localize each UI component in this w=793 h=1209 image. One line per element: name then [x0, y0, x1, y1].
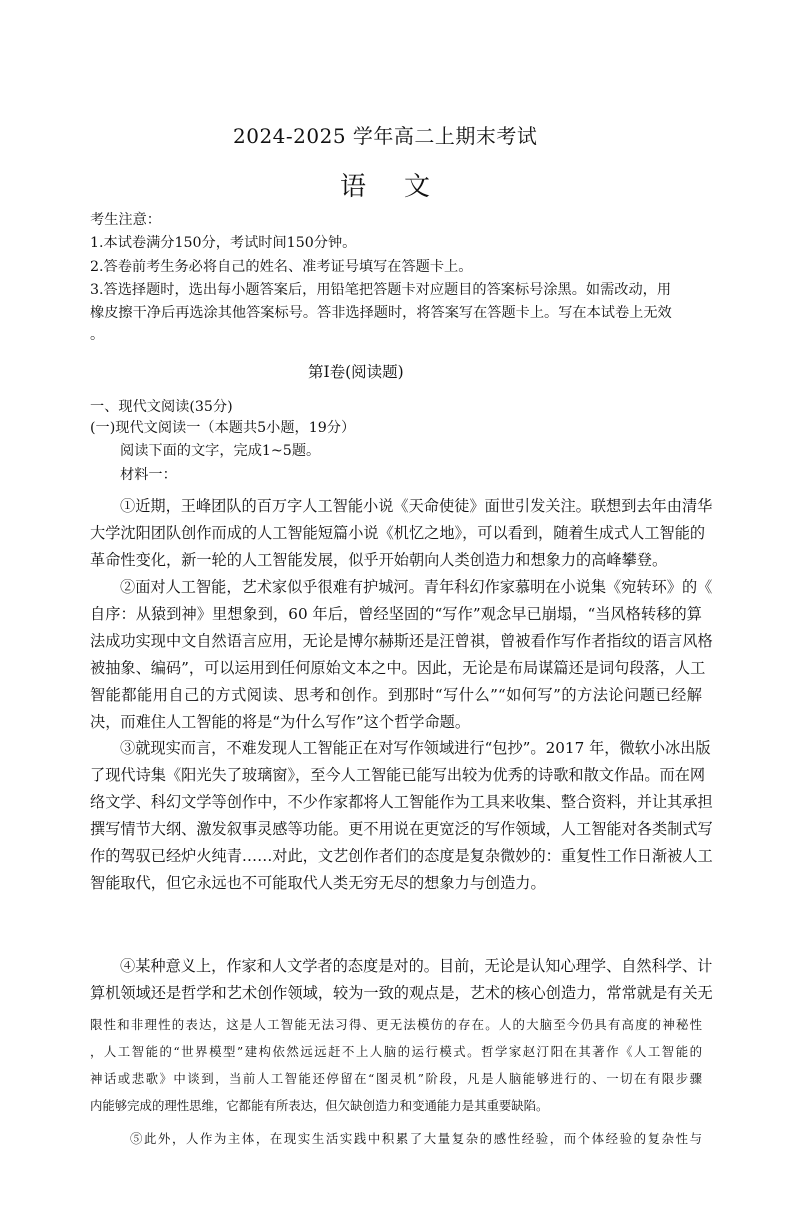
paragraph-5	[90, 1125, 702, 1152]
paragraph-2	[90, 574, 713, 736]
paragraph-line: ④某种意义上，作家和人文学者的态度是对的。目前，无论是认知心理学、自然科学、计	[120, 957, 713, 975]
paragraph-line: ⑤此外，人作为主体，在现实生活实践中积累了大量复杂的感性经验，而个体经验的复杂性与	[130, 1131, 702, 1146]
paragraph-line: 法成功实现中文自然语言应用，无论是博尔赫斯还是汪曾祺，曾被看作写作者指纹的语言风格	[90, 632, 713, 650]
notice-item-1: 1.本试卷满分150分，考试时间150分钟。	[90, 235, 357, 251]
paragraph-line: 神话或悲歌》中谈到，当前人工智能还停留在“图灵机”阶段，凡是人脑能够进行的、一切在有限步骤	[90, 1071, 702, 1086]
notice-heading: 考生注意：	[90, 212, 161, 228]
paragraph-line: ②面对人工智能，艺术家似乎很难有护城河。青年科幻作家慕明在小说集《宛转环》的《	[120, 578, 713, 596]
sub-part-heading: (一)现代文阅读一（本题共5小题，19分）	[90, 420, 356, 436]
paragraph-line: 决，而难住人工智能的将是“为什么写作”这个哲学命题。	[90, 713, 471, 731]
paragraph-4	[90, 953, 713, 1007]
paragraph-line: 撰写情节大纲、激发叙事灵感等功能。更不用说在更宽泛的写作领域，人工智能对各类制式写	[90, 820, 713, 838]
paragraph-1	[90, 493, 713, 574]
paragraph-line: 内能够完成的理性思维，它都能有所表达，但欠缺创造力和变通能力是其重要缺陷。	[90, 1098, 549, 1113]
paragraph-line: ①近期，王峰团队的百万字人工智能小说《天命使徒》面世引发关注。联想到去年由清华	[120, 497, 713, 515]
paragraph-line: 作的驾驭已经炉火纯青……对此，文艺创作者们的态度是复杂微妙的：重复性工作日渐被人工	[90, 847, 713, 865]
reading-instruction: 阅读下面的文字，完成1~5题。	[120, 443, 321, 459]
paragraph-line: ③就现实而言，不难发现人工智能正在对写作领域进行“包抄”。2017 年，微软小冰出版	[120, 739, 711, 757]
paragraph-line: 络文学、科幻文学等创作中，不少作家都将人工智能作为工具来收集、整合资料，并让其承担	[90, 793, 713, 811]
paragraph-line: 大学沈阳团队创作而成的人工智能短篇小说《机忆之地》，可以看到，随着生成式人工智能的	[90, 524, 706, 542]
paragraph-3	[90, 735, 713, 897]
section-title: 第Ⅰ卷(阅读题)	[308, 363, 404, 381]
paragraph-line: 智能取代，但它永远也不可能取代人类无穷无尽的想象力与创造力。	[90, 874, 546, 892]
paragraph-line: 革命性变化，新一轮的人工智能发展，似乎开始朝向人类创造力和想象力的高峰攀登。	[90, 551, 668, 569]
notice-item-3-cont: 橡皮擦干净后再选涂其他答案标号。答非选择题时，将答案写在答题卡上。写在本试卷上无效	[90, 305, 672, 321]
notice-item-3: 3.答选择题时，选出每小题答案后，用铅笔把答题卡对应题目的答案标号涂黑。如需改动，用	[90, 282, 672, 298]
paragraph-line: ，人工智能的“世界模型”建构依然远远赶不上人脑的运行模式。哲学家赵汀阳在其著作《人工智能的	[90, 1044, 702, 1059]
material-label: 材料一：	[120, 467, 177, 483]
notice-item-3-end: 。	[90, 327, 105, 343]
paragraph-line: 算机领域还是哲学和艺术创作领域，较为一致的观点是，艺术的核心创造力，常常就是有关无	[90, 984, 713, 1002]
exam-title: 2024-2025 学年高二上期末考试	[233, 124, 538, 148]
paragraph-line: 被抽象、编码”，可以运用到任何原始文本之中。因此，无论是布局谋篇还是词句段落，人工	[90, 659, 706, 677]
paragraph-4-continued	[90, 1011, 702, 1119]
paragraph-line: 自序：从猿到神》里想象到，60 年后，曾经坚固的“写作”观念早已崩塌，“当风格转移的算	[90, 605, 702, 623]
notice-item-2: 2.答卷前考生务必将自己的姓名、准考证号填写在答题卡上。	[90, 259, 473, 275]
paragraph-line: 了现代诗集《阳光失了玻璃窗》，至今人工智能已能写出较为优秀的诗歌和散文作品。而在网	[90, 766, 706, 784]
part-heading: 一、现代文阅读(35分)	[90, 399, 233, 415]
paragraph-line: 智能都能用自己的方式阅读、思考和创作。到那时“写什么”“如何写”的方法论问题已经解	[90, 686, 702, 704]
subject-title: 语文	[340, 172, 469, 202]
paragraph-line: 限性和非理性的表达，这是人工智能无法习得、更无法模仿的存在。人的大脑至今仍具有高度的神秘性	[90, 1017, 702, 1032]
